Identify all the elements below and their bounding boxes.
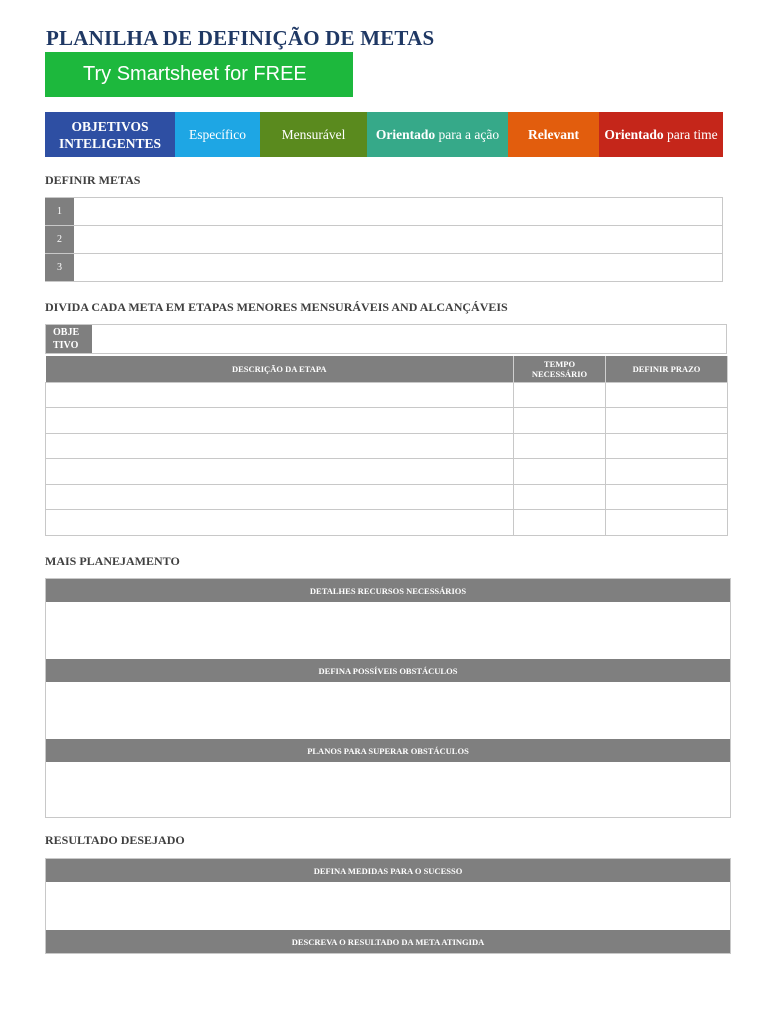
objective-label: OBJE TIVO — [46, 325, 92, 353]
column-header-description: DESCRIÇÃO DA ETAPA — [46, 356, 514, 382]
obstacles-input[interactable] — [46, 682, 730, 739]
step-time-cell[interactable] — [514, 408, 606, 434]
smart-cell-bold: Orientado — [604, 127, 664, 142]
step-deadline-cell[interactable] — [606, 510, 728, 536]
success-measures-input[interactable] — [46, 882, 730, 930]
table-row — [46, 408, 728, 434]
try-smartsheet-button[interactable] — [45, 52, 353, 97]
smart-cell-objetivos — [45, 112, 175, 157]
section-label-steps: DIVIDA CADA META EM ETAPAS MENORES MENSURÁVEIS AND ALCANÇÁVEIS — [45, 300, 508, 314]
steps-section — [45, 324, 727, 536]
result-box — [45, 858, 731, 954]
section-label-planning: MAIS PLANEJAMENTO — [45, 554, 180, 568]
smart-cell-especifico — [175, 112, 260, 157]
goal-input[interactable] — [74, 254, 722, 281]
page-title: PLANILHA DE DEFINIÇÃO DE METAS — [46, 26, 435, 50]
goal-number: 2 — [45, 226, 74, 253]
step-time-cell[interactable] — [514, 484, 606, 510]
step-time-cell[interactable] — [514, 382, 606, 408]
step-description-cell[interactable] — [46, 510, 514, 536]
overcome-plans-bar: PLANOS PARA SUPERAR OBSTÁCULOS — [46, 739, 730, 762]
steps-table — [45, 356, 728, 536]
table-row — [46, 433, 728, 459]
goal-row — [45, 226, 723, 254]
smart-cell-text: Específico — [189, 127, 246, 142]
overcome-plans-input[interactable] — [46, 762, 730, 817]
step-deadline-cell[interactable] — [606, 408, 728, 434]
goal-input[interactable] — [74, 226, 722, 253]
planning-box — [45, 578, 731, 818]
step-description-cell[interactable] — [46, 459, 514, 485]
smart-cell-bold: Relevant — [528, 127, 579, 142]
smart-cell-orientado-acao — [367, 112, 508, 157]
smart-cell-mensuravel — [260, 112, 367, 157]
objective-row — [45, 324, 727, 354]
smart-cell-bold: Orientado — [375, 127, 436, 142]
goal-row — [45, 254, 723, 282]
smart-cell-relevant — [508, 112, 599, 157]
goals-list — [45, 197, 723, 282]
smart-cell-orientado-time — [599, 112, 723, 157]
goal-number: 3 — [45, 254, 74, 281]
smart-cell-text: Mensurável — [281, 127, 346, 142]
objective-input[interactable] — [92, 325, 726, 353]
column-header-time: TEMPO NECESSÁRIO — [514, 356, 606, 382]
step-description-cell[interactable] — [46, 433, 514, 459]
table-row — [46, 510, 728, 536]
step-time-cell[interactable] — [514, 459, 606, 485]
resources-input[interactable] — [46, 602, 730, 659]
smart-cell-bold: OBJETIVOS INTELIGENTES — [58, 118, 162, 151]
obstacles-bar: DEFINA POSSÍVEIS OBSTÁCULOS — [46, 659, 730, 682]
step-time-cell[interactable] — [514, 433, 606, 459]
resources-bar: DETALHES RECURSOS NECESSÁRIOS — [46, 579, 730, 602]
column-header-deadline: DEFINIR PRAZO — [606, 356, 728, 382]
try-smartsheet-label: Try Smartsheet for FREE — [83, 63, 307, 85]
smart-cell-text: para a ação — [435, 127, 500, 142]
step-deadline-cell[interactable] — [606, 484, 728, 510]
section-label-result: RESULTADO DESEJADO — [45, 833, 185, 847]
success-measures-bar: DEFINA MEDIDAS PARA O SUCESSO — [46, 859, 730, 882]
step-description-cell[interactable] — [46, 408, 514, 434]
table-row — [46, 382, 728, 408]
goal-number: 1 — [45, 198, 74, 225]
result-description-bar: DESCREVA O RESULTADO DA META ATINGIDA — [46, 930, 730, 953]
goal-row — [45, 198, 723, 226]
step-deadline-cell[interactable] — [606, 382, 728, 408]
step-time-cell[interactable] — [514, 510, 606, 536]
step-deadline-cell[interactable] — [606, 433, 728, 459]
step-deadline-cell[interactable] — [606, 459, 728, 485]
section-label-define-goals: DEFINIR METAS — [45, 173, 141, 187]
smart-cell-text: para time — [663, 127, 718, 142]
table-row — [46, 484, 728, 510]
goal-input[interactable] — [74, 198, 722, 225]
steps-header-row — [46, 356, 728, 382]
step-description-cell[interactable] — [46, 382, 514, 408]
smart-goals-banner — [45, 112, 723, 157]
table-row — [46, 459, 728, 485]
step-description-cell[interactable] — [46, 484, 514, 510]
